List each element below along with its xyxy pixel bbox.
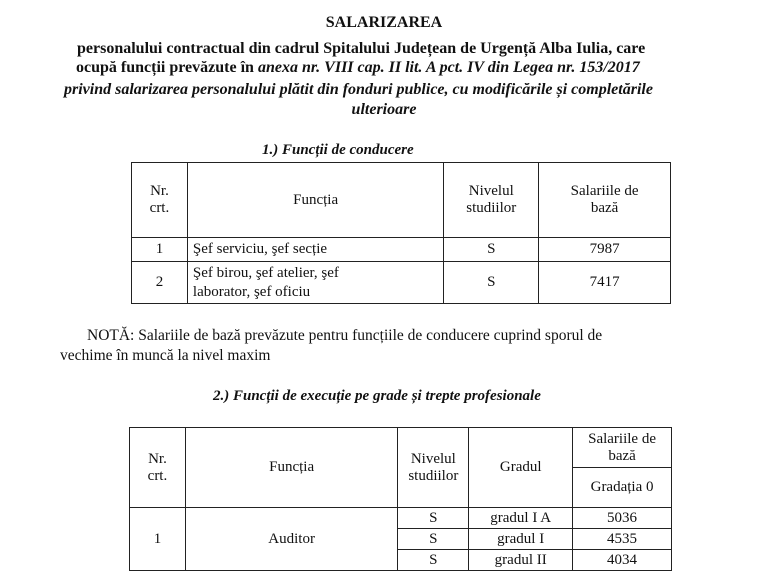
note-line-1: NOTĂ: Salariile de bază prevăzute pentru funcțiile de conducere cuprind sporul de	[87, 327, 603, 344]
table-header-row	[130, 428, 672, 468]
intro-line-4: ulterioare	[351, 101, 417, 118]
cell-grad: gradul II	[469, 550, 573, 571]
intro-line-2	[76, 59, 640, 77]
section-1-heading: 1.) Funcții de conducere	[262, 142, 414, 158]
cell-nivel: S	[444, 238, 539, 262]
header-salariile-de-baza: Salariile de bază	[573, 428, 672, 468]
header-functia: Funcția	[185, 428, 397, 508]
table-row	[132, 262, 671, 304]
cell-grad: gradul I A	[469, 508, 573, 529]
header-nr-crt: Nr. crt.	[130, 428, 186, 508]
cell-nivel: S	[398, 529, 469, 550]
intro-line-3: privind salarizarea personalului plătit din fonduri publice, cu modificările și completările	[64, 81, 653, 98]
cell-nivel: S	[444, 262, 539, 304]
header-nr-crt: Nr. crt.	[132, 163, 188, 238]
cell-salariu: 4034	[573, 550, 672, 571]
table-row	[130, 508, 672, 529]
intro-line-2-plain: ocupă funcții prevăzute în	[76, 59, 258, 76]
cell-nr: 1	[132, 238, 188, 262]
table-row	[132, 238, 671, 262]
leadership-salary-table	[131, 162, 671, 304]
header-functia: Funcția	[187, 163, 443, 238]
cell-functia: Auditor	[185, 508, 397, 571]
cell-salariu: 5036	[573, 508, 672, 529]
cell-grad: gradul I	[469, 529, 573, 550]
header-salariile-de-baza: Salariile de bază	[539, 163, 671, 238]
cell-nivel: S	[398, 508, 469, 529]
section-2-heading: 2.) Funcții de execuție pe grade și trepte profesionale	[213, 388, 541, 404]
document-title: SALARIZAREA	[325, 14, 443, 31]
execution-salary-table	[129, 427, 672, 571]
cell-nr: 1	[130, 508, 186, 571]
intro-line-2-italic: anexa nr. VIII cap. II lit. A pct. IV din Legea nr. 153/2017	[257, 59, 640, 76]
intro-line-1: personalului contractual din cadrul Spitalului Județean de Urgență Alba Iulia, care	[77, 40, 646, 57]
cell-salariu: 7417	[539, 262, 671, 304]
header-gradatia-0: Gradația 0	[573, 468, 672, 508]
note-line-2: vechime în muncă la nivel maxim	[60, 347, 271, 364]
cell-nr: 2	[132, 262, 188, 304]
header-nivelul-studiilor: Nivelul studiilor	[398, 428, 469, 508]
cell-salariu: 7987	[539, 238, 671, 262]
cell-functia: Şef serviciu, şef secție	[187, 238, 443, 262]
cell-nivel: S	[398, 550, 469, 571]
header-nivelul-studiilor: Nivelul studiilor	[444, 163, 539, 238]
cell-salariu: 4535	[573, 529, 672, 550]
header-gradul: Gradul	[469, 428, 573, 508]
table-header-row	[132, 163, 671, 238]
cell-functia: Şef birou, şef atelier, şef laborator, şef oficiu	[187, 262, 443, 304]
